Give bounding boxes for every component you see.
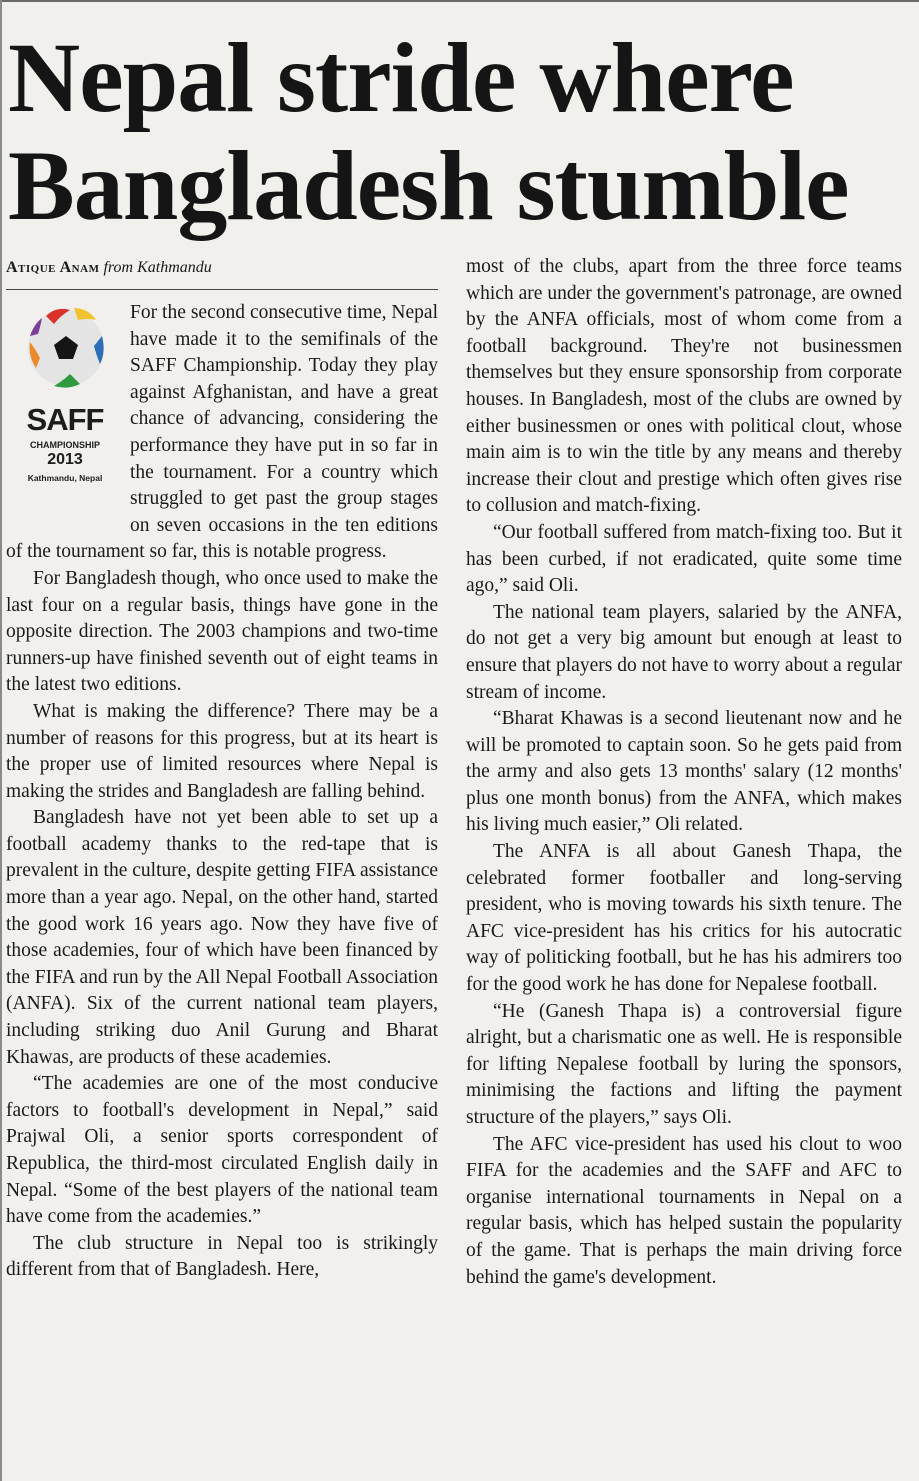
paragraph: The national team players, salaried by the ANFA, do not get a very big amount but enough at least to ensure that players do not have to worry about a regular stream of income. xyxy=(466,601,902,703)
headline-line-1: Nepal stride where xyxy=(8,22,794,133)
logo-place: Kathmandu, Nepal xyxy=(27,473,103,483)
headline xyxy=(8,24,913,240)
paragraph: most of the clubs, apart from the three force teams which are under the government's patronage, are owned by the ANFA officials, most of whom come from a football background. They're not businessmen themselves but they ensure sponsorship from corporate houses. In Bangladesh, most of the clubs are owned by either businessmen or ones with political clout, whose main aim is to win the title by any means and thereby increase their clout and prestige which often gives rise to collusion and match-fixing. xyxy=(466,256,902,517)
paragraph: Bangladesh have not yet been able to set up a football academy thanks to the red-tape that is prevalent in the culture, despite getting FIFA assistance more than a year ago. Nepal, on the other hand, started the good work 16 years ago. Now they have five of those academies, four of which have been financed by the FIFA and run by the All Nepal Football Association (ANFA). Six of the current national team players, including striking duo Anil Gurung and Bharat Khawas, are products of these academies. xyxy=(6,807,438,1068)
byline-location: from Kathmandu xyxy=(103,259,212,276)
left-border xyxy=(0,0,2,1481)
byline-author: Atique Anam xyxy=(6,259,100,276)
logo-year: 2013 xyxy=(47,451,83,468)
article-column-left xyxy=(6,300,438,1284)
paragraph: What is making the difference? There may be a number of reasons for this progress, but at its heart is the proper use of limited resources where Nepal is making the strides and Bangladesh are falling behind. xyxy=(6,700,438,802)
logo-subtitle: CHAMPIONSHIP xyxy=(29,440,100,450)
paragraph: The club structure in Nepal too is strikingly different from that of Bangladesh. Here, xyxy=(6,1232,438,1281)
paragraph: “The academies are one of the most conducive factors to football's development in Nepal,” said Prajwal Oli, a senior sports correspondent of Republica, the third-most circulated English daily in Nepal. “Some of the best players of the national team have come from the academies.” xyxy=(6,1073,438,1228)
paragraph: “Our football suffered from match-fixing too. But it has been curbed, if not eradicated, quite some time ago,” said Oli. xyxy=(466,521,902,597)
logo-float-spacer xyxy=(6,300,130,514)
logo-title: SAFF xyxy=(26,402,104,437)
paragraph: The ANFA is all about Ganesh Thapa, the celebrated former footballer and long-serving president, who is moving towards his sixth tenure. The AFC vice-president has his critics for his autocratic way of politicking football, but he has his admirers too for the good work he has done for Nepalese football. xyxy=(466,841,902,996)
paragraph: The AFC vice-president has used his clout to woo FIFA for the academies and the SAFF and AFC to organise international tournaments in Nepal on a regular basis, which has helped sustain the popularity of the game. That is perhaps the main driving force behind the game's development. xyxy=(466,1133,902,1288)
paragraph: For the second consecutive time, Nepal have made it to the semifinals of the SAFF Championship. Today they play against Afghanistan, and have a great chance of advancing, considering the performance they have put in so far in the tournament. For a country which struggled to get past the group stages on seven occasions in the ten editions of the tournament so far, this is notable progress. xyxy=(6,302,438,563)
top-border xyxy=(0,0,919,2)
paragraph: For Bangladesh though, who once used to make the last four on a regular basis, things have gone in the opposite direction. The 2003 champions and two-time runners-up have finished seventh out of eight teams in the latest two editions. xyxy=(6,567,438,696)
byline xyxy=(6,258,436,278)
paragraph: “Bharat Khawas is a second lieutenant now and he will be promoted to captain soon. So he gets paid from the army and also gets 13 months' salary (12 months' plus one month bonus) from the ANFA, which makes his living much easier,” Oli related. xyxy=(466,708,902,836)
headline-line-2: Bangladesh stumble xyxy=(8,130,849,241)
byline-divider xyxy=(6,289,438,290)
article-column-right xyxy=(466,254,902,1291)
paragraph: “He (Ganesh Thapa is) a controversial figure alright, but a charismatic one as well. He is responsible for lifting Nepalese football by luring the sponsors, minimising the factions and lifting the payment structure of the players,” says Oli. xyxy=(466,1000,902,1128)
